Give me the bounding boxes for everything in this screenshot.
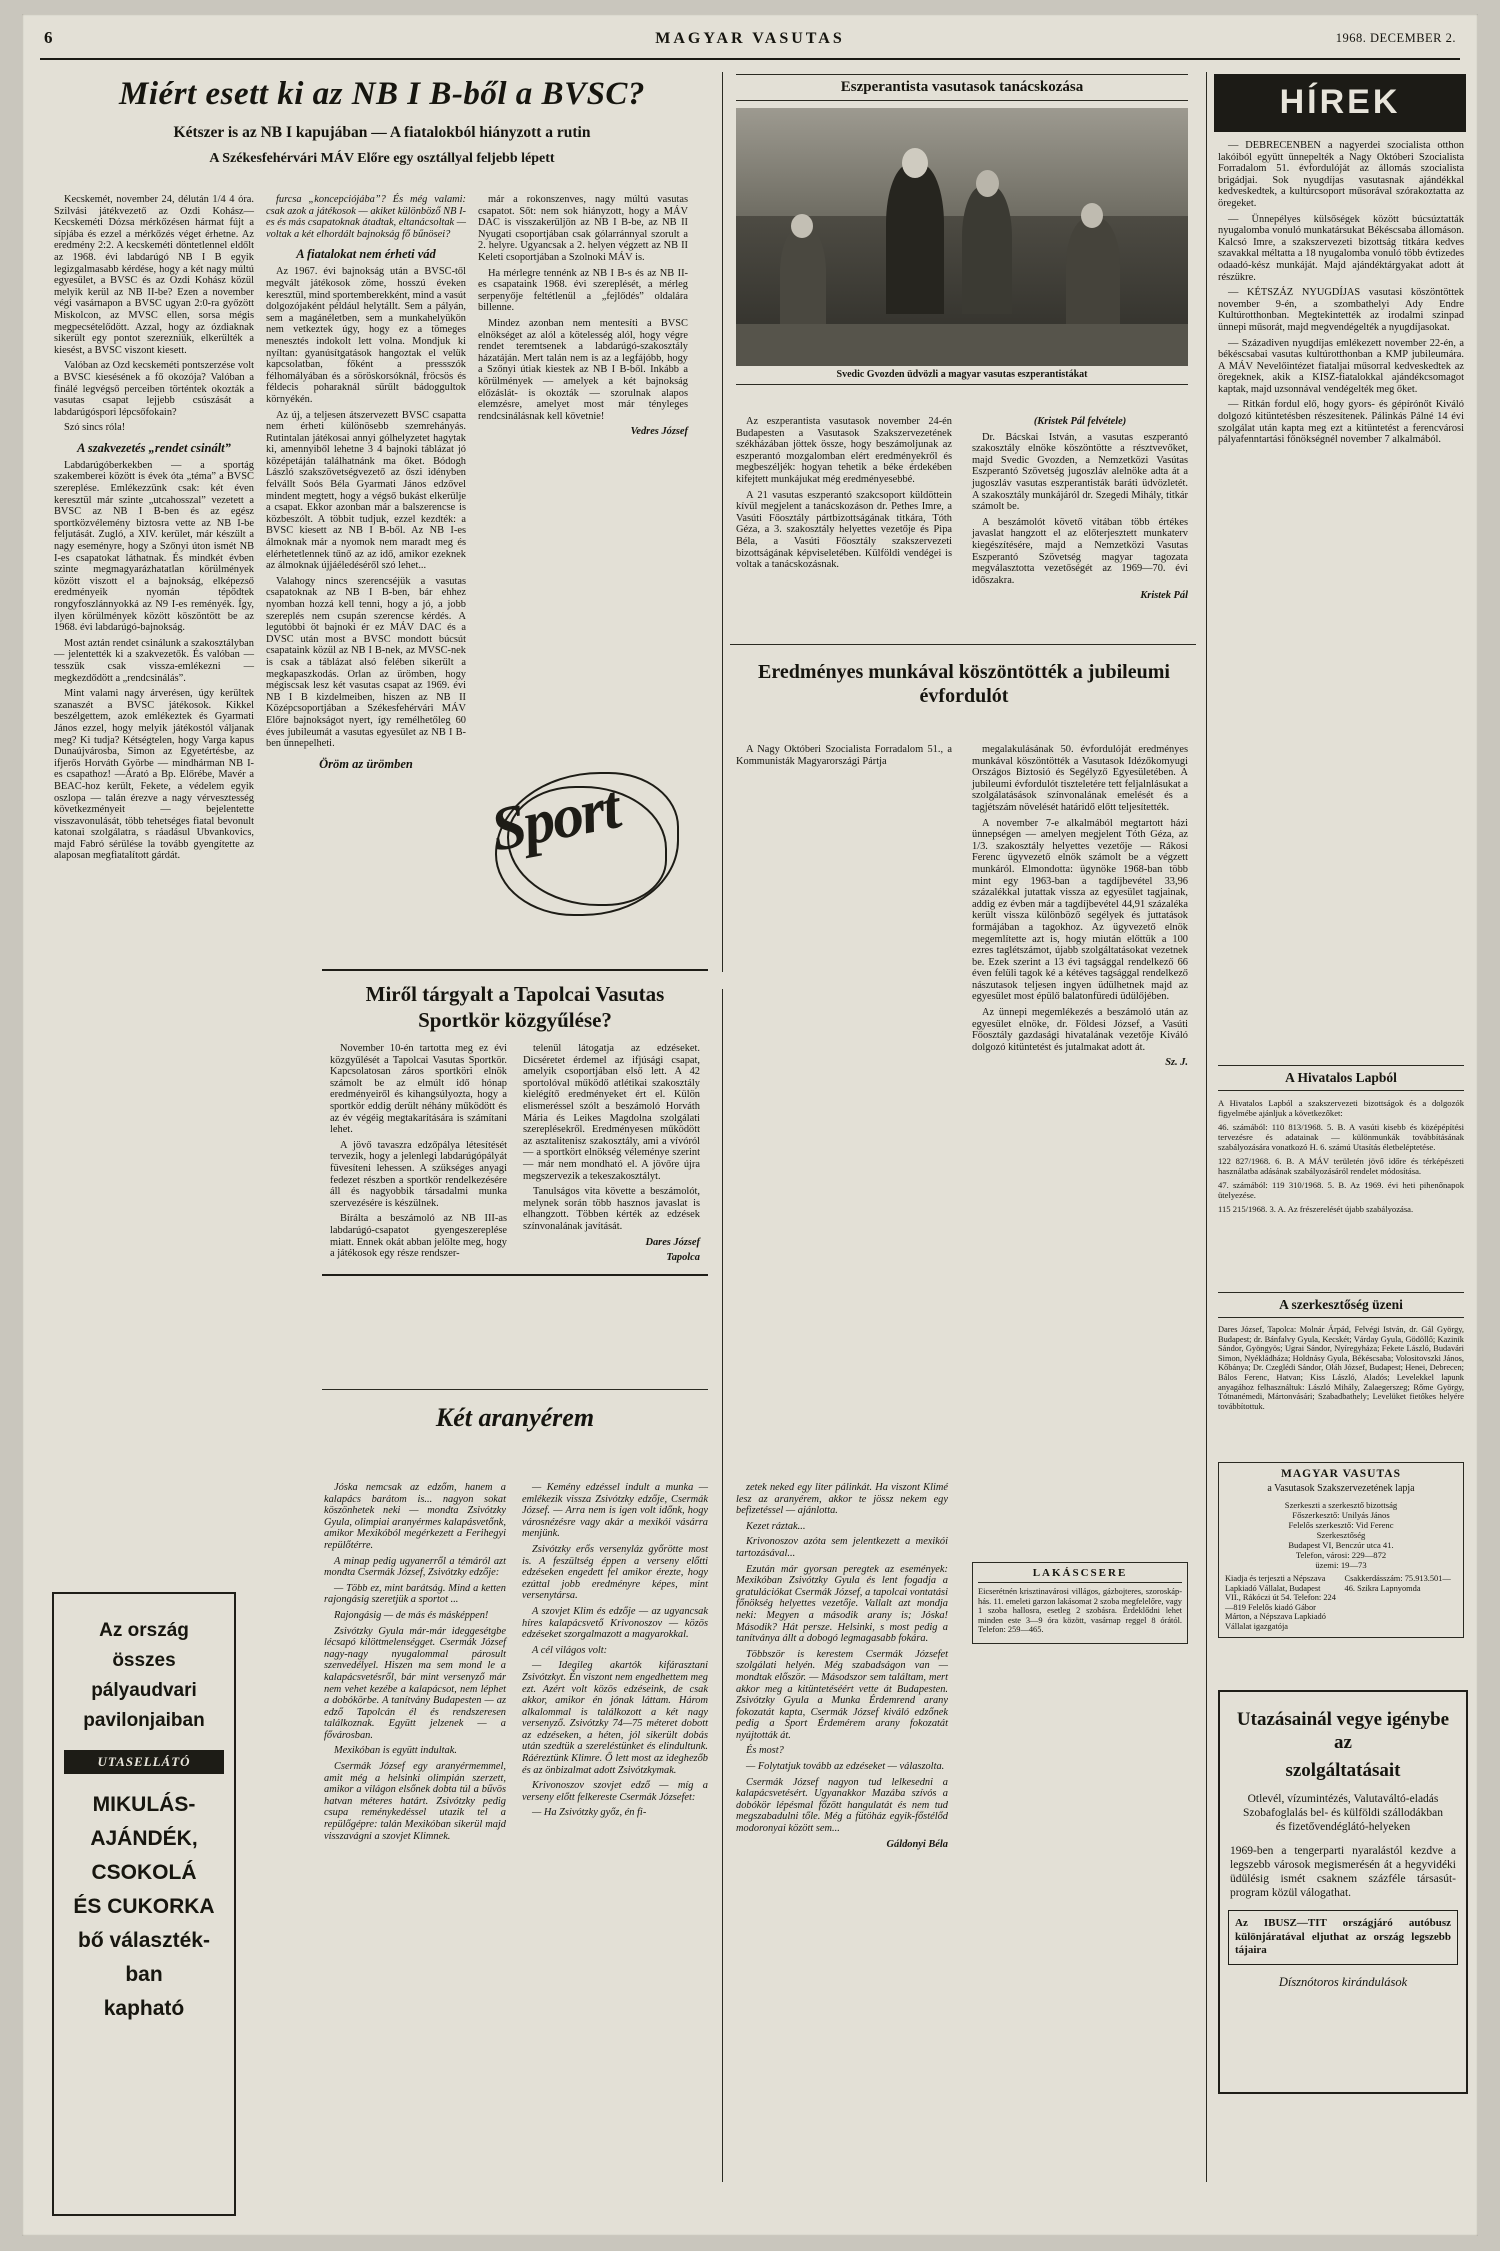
lakascsere-title: LAKÁSCSERE [978,1567,1182,1583]
paragraph: — Idegileg akartók kifárasztani Zsivótzkyt. Én viszont nem engedhettem meg ezt. Azért volt közös edzéseink, de csak akkor, amikor én jónak láttam. Három alkalommal is találkozott a két nagy versenyző. Zsivótzky 74—75 méteret dobott az edzéseken, a héten, jól sikerült dobás után szedtük a szereléstünket és elindultunk. Ráéreztünk Klimre. Ő lett most az ideghezőb és az önbizalmat adott Zsivótzkymak. [522,1660,708,1776]
byline: Dares József [645,1236,700,1248]
ad-line: pályaudvari [91,1680,197,1701]
paragraph: Bírálta a beszámoló az NB III-as labdarúgó-csapatot gyengeszereplése miatt. Ennek okát abban jelölte meg, hogy a játékosok egy része rendszer- [330,1213,507,1260]
paragraph: Tanulságos vita követte a beszámolót, melynek során több hasznos javaslat is elhangzott. Többen kérték az edzések színvonalának javítását. [523,1186,700,1232]
hirek-item: — Ritkán fordul elő, hogy gyors- és gépírónőt Kiváló dolgozó kitüntetésben részesítenek. Pálinkás Pálné 14 évi szolgálat után kapta meg ezt a kitüntetést a ferencvárosi pályafenntartási főnökségnél november 7 alkalmából. [1218,399,1464,446]
paragraph: Kecskemét, november 24, délután 1/4 4 óra. Szilvási játékvezető az Ozdi Kohász—Kecskeméti Dózsa mérkőzésen hármat fújt a sípjába és ezzel a mérkőzés véget érhetne. Az eredmény 2:2. A kecskeméti döntetlennel eldőlt az 1968. évi labdarúgó NB I B egyik legizgalmasabb kérdése, hogy a két nagy múltú egyesület, a BVSC és az Ozdi Kohász közül melyik kerül az NB II-be? Ezen a november végi vasárnapon a BVSC ugyan 2:0-ra győzött Miskolcon, az MVSC ellen, sorsa mégis megpecsételődött. Azzal, hogy az ózdiaknak sikerült egy pontot szerezniük, elkerülték a kiesést, a BVSC viszont kiesett. [54,194,254,356]
paragraph: Mexikóban is együtt indultak. [334,1745,457,1757]
ad-headline [54,1616,234,1736]
paragraph: furcsa „koncepciójába”? És még valami: csak azok a játékosok — akiket különböző NB I-es és más csapatoknak átadtak, eltanácsoltak — voltak a két elhordált bajnokság fő bűnösei? [266,194,466,240]
paragraph: — Ha Zsivótzky győz, én fi- [532,1807,647,1819]
issue-date: 1968. DECEMBER 2. [1335,31,1456,45]
ad-line: bő választék- [78,1929,210,1952]
szerkesztoseg-section [1218,1286,1464,1415]
paragraph: Szó sincs róla! [64,422,126,434]
ad-line: Az ország [99,1620,189,1641]
hivatalos-lap-title: A Hivatalos Lapból [1218,1065,1464,1091]
ad-line: CSOKOLÁ [91,1861,197,1884]
paragraph: Kezet ráztak... [746,1520,806,1532]
ketaranyerem-column-3 [736,1482,948,1850]
lead-headline-block [52,76,712,167]
ad-line: ÉS CUKORKA [73,1895,215,1918]
paragraph: Rajongásig — de más és másképpen! [334,1609,489,1621]
column-divider [722,72,723,972]
imprint-line: Szerkesztőség [1316,1530,1366,1540]
utasellato-ad [52,1592,236,2216]
esperanto-column-2 [972,416,1188,602]
paragraph: telenül látogatja az edzéseket. Dicséretet érdemel az ifjúsági csapat, amelyik csoportjában első lett. A 42 sportolóval működő atlétikai szakosztály kielégítő eredményeket ért el. Külön elismeréssel szólt a beszámoló Horváth Mária és Leikes Magdolna szolgálati szereplésekről. Eredményesen működött az asztalitenisz szakosztály, ami a vívóról — a sportkört elnökség véleménye szerint — már nem mondható el. A jövőre újra megszervezik a tekeszakosztályt. [523,1043,700,1182]
newspaper-page [22,14,1478,2236]
paragraph: Zsivótzky Gyula már-már ideggesétgbe lécsapó kilöttmelenségget. Csermák József nagy-nagy nyugalommal párosult szenvedélyel. Hiszen ma sem mond le a kalapácsvetésről, bár mint versenyző már nem vehet kezébe a kalapácsot, nem léphet a dobókörbe. A tanítvány Budapesten — az edző Tapolcán él és rendszeresen találkoznak. Együtt jelzenek — a fővárosban. [324,1625,506,1741]
esperanto-photo [736,108,1188,366]
lead-section-head: A szakvezetés „rendet csinált” [77,440,231,455]
paragraph: Valahogy nincs szerencséjük a vasutas csapatoknak az NB I B-ben, bár ehhez nyomban hozzá kell tenni, hogy a jó, a jobb szereplés nem csupán szerencse kérdés. A legutóbbi öt bajnoki ér ez MÁV DAC és a DVSC után most a BVSC mondott búcsút csapataink közül az NB I B-nek, az MVSC-nek is csak a táblázat alsó felében sikerült a megkapaszkodás. Orlan az ürömben, hogy mégiscsak lesz két vasutas csapat az 1969. évi NB I B kizdelmeiben, hiszen az NB II Középcsoportjában a Székesfehérvári MÁV Előre bajnokságot nyert, így remélhetőleg 60 éves jubileumát a vasutas egyesület az NB I B-ben ünnepelheti. [266,575,466,750]
paragraph: A Hivatalos Lapból a szakszervezeti bizottságok és a dolgozók figyelmébe ajánljuk a következőket: [1218,1098,1464,1118]
lead-subhead-1: Kétszer is az NB I kapujában — A fiatalokból hiányzott a rutin [173,124,591,141]
paragraph: már a rokonszenves, nagy múltú vasutas csapatot. Sőt: nem sok hiányzott, hogy a MÁV DAC is visszakerüljön az NB I B-be, az NB II Nyugati csoportjában csak gólarránnyal szorult a 2. helyre. Ugyancsak a 2. helyen végzett az NB II Keleti csoportjában a Szolnoki MÁV is. [478,194,688,263]
page-number: 6 [44,28,53,47]
masthead [40,28,1460,60]
esperanto-article [736,74,1188,385]
paragraph: Az 1967. évi bajnokság után a BVSC-től megvált játékosok zöme, hosszú éveken keresztül, mind sportemberekként, mind a vasút dolgozójaként például helytállt. Sem a pályán, sem a magánéletben, sem a munkahelyükön nem vetkeztek úgy, hogy ez a tömeges menesztés indokolt lett volna. Mondjuk ki nyíltan: gyanúsítgatások hangoztak el velük kapcsolatban, főként a pressszók félhomályában és a söröskorsóknál, fröcsös és féldecis poharaknál sűrűlt bádoggultok környékén. [266,266,466,405]
lead-subhead-2: A Székesfehérvári MÁV Előre egy osztállyal feljebb lépett [209,151,555,166]
byline: Sz. J. [1165,1057,1188,1069]
paragraph: Mint valami nagy árverésen, úgy kerültek szanaszét a BVSC játékosok. Kikkel beszélgettem, azok emlékeztek és Gyarmati János ezzel, hogy melyik játékostól váljanak meg? Ki tudja? Kétségtelen, hogy Varga kapus Dunaújvárosba, Simon az Egyetértésbe, az ifjerős Horváth Györbe — mindhárman NB I-es csapathoz! —Árató a Bp. Előrébe, Mavér a BEAC-hoz került, Fekete, a védelem egyik oszlopa — talán érezve a nagy vérvesztesség következményeit — bejelentette visszavonulását, több tehetséges fiatal bevonult katonai szolgálatra, s ráadásul Ubvankovics, majd Fabró sérülése la tovább gyengítette az alaposan megfiatalított gárdát. [54,688,254,862]
imprint-subtitle: a Vasutasok Szakszervezetének lapja [1267,1483,1415,1494]
ad-line: AJÁNDÉK, [90,1827,198,1850]
paragraph: — Kemény edzéssel indult a munka — emlékezik vissza Zsivótzky edzője, Csermák József. — Arra nem is igen volt időnk, hogy városnézésre vagy akár a mexikói vásárra menjünk. [522,1482,708,1540]
imprint-title: MAGYAR VASUTAS [1281,1468,1401,1480]
hirek-item: — Századiven nyugdíjas emlékezett november 22-én, a békéscsabai vasutas kultúrotthonban a KMP jubileumára. A MÁV Nevelőintézet fiataljai műsorral kedveskedtek az öregeknek, akik a KISZ-fiatalokkal ajándékcsomagot kaptak, majd uzsonnával vendégelték meg őket. [1218,337,1464,395]
byline: Kristek Pál [1140,590,1188,602]
paragraph: A 21 vasutas eszperantó szakcsoport küldöttein kívül megjelent a tanácskozáson dr. Pethes Imre, a Vasúti Főosztály pártbizottságának titkára, Tóth Géza, a 3. szakosztály helyettes vezetője és Pipa Béla, a Vasúti Főosztály szakszervezeti bizottságának képviseletében. Külföldi vendégei is voltak a tanácskozásnak. [736,489,952,571]
lead-section-head: Öröm az ürömben [319,756,413,771]
lakascsere-text: Eicserétnén krisztinavárosi villágos, gázbojteres, szoroskáp- hás. 11. emeleti garzon lakásomat 2 szoba megfelelőre, vagy 1 szoba hallosra, esetleg 2 szobásra. Érdeklődni lehet minden este 3—9 óra között, vasárnap reggel 8 órától. Telefon: 259—465. [978,1587,1182,1635]
paragraph: Labdarúgóberkekben — a sportág szakemberei között is évek óta „téma” a BVSC szereplése. Emlékezzünk csak: két éven keresztül már szinte „utcahosszal” vezetett a BVSC az NB I B-ben és az egész sportközvélemény biztosra vette az NB I-be feljutását. Zugló, a XIV. kerület, már készült a nagy eseményre, hogy a Szőnyi úton ismét NB I-es csapatokat láthatnak. És mindkét évben szinte megmagyarázhatatlan körülmények között viszott el a bajnokság, elképezső eredményeik nyomán tépődtek rongyfoszlánnyokká az N9 I-es reményék. Így, ilyen körülmények között köszöntött be az 1968. évi labdarúgó-bajnokság. [54,459,254,634]
imprint-line: Budapest VI, Benczúr utca 41. [1288,1540,1394,1550]
ad-line: MIKULÁS- [92,1793,196,1816]
paragraph: Csermák József egy aranyérmemmel, amit még a helsinki olimpián szerzett, amikor a világon elsőnek dobta túl a bűvös hatvan méteres határt. Zsivótzky pedig csupa reménykedéssel utazik tel a repülőgépre: talán Mexikóban sikerül majd visszavágni a szovjet Klimnek. [324,1761,506,1842]
hivatalos-lap-body [1218,1098,1464,1214]
lead-section-head: A fiatalokat nem érheti vád [296,247,436,262]
lead-column-2 [266,194,466,776]
column-divider [722,989,723,2182]
paragraph: Csermák József nagyon tud lelkesedni a kalapácsvetésért. Ugyanakkor Mazába szívós a dobókör lépésmal főzött hangulatát és nem tud megszabadulni tőle. Még a fütöház egyik-főstélőd modoronyai között sem... [736,1776,948,1835]
ad-line: Otlevél, vízumintézés, Valutaváltó-eladás [1247,1793,1439,1805]
ad-body [54,1788,234,2026]
hirek-item: — KÉTSZÁZ NYUGDÍJAS vasutasi köszöntöttek november 9-én, a szombathelyi Ady Endre Kultúrotthonban. Megtekintették az irodalmi szinpad ünnepi műsorát, majd megvendégelték a nyugdíjasokat. [1218,287,1464,333]
paragraph: — Több ez, mint barátság. Mind a ketten rajongásig szeretjük a sportot ... [324,1582,506,1606]
esperanto-title: Eszperantista vasutasok tanácskozása [736,74,1188,101]
photo-credit: (Kristek Pál felvétele) [1033,416,1127,427]
tapolca-article [322,969,708,1276]
hirek-item: — DEBRECENBEN a nagyerdei szocialista otthon lakóiból együtt ünnepelték a Nagy Októberi Szocialista Forradalom 51. évfordulóját az állomás szocialista brigádjai. Sok nyugdíjas vasutasnak ajándékkal kedveskedtek, a kultúrcsoport műsorával szórakoztatta az öregeket. [1218,140,1464,209]
byline: Gáldonyi Béla [886,1838,948,1850]
ad-headline: Utazásainál vegye igénybe az [1236,1709,1450,1753]
paragraph: Dares József, Tapolca: Molnár Árpád, Felvégi István, dr. Gál György, Budapest; dr. Bánfalvy Gyula, Kecskét; Várday Gyula, Gödöllő; Kazinik Sándor, Gyöngyös; Ugrai Sándor, Nyíregyháza; Fekete László, Budavári Simon, Nyékládháza; Holdnásy Gyula, Békéscsaba; Volositovszki János, Kőbánya; Dr. Czeglédi Sándor, Oláh József, Budapest; Henei, Debrecen; Bálos Ferenc, Hatvan; Kiss László, Aladós; Levelekkel lapunk anyagához felhasználtuk: László Mihály, Zalaegerszeg; Rőme György, Tótnanémedi, Mártonvásári; Szabadbathely; Levelüket fietőkes helyére továbbítottuk. [1218,1325,1464,1411]
ad-line: Szobafoglalás bel- és külföldi szállodákban [1243,1807,1443,1819]
imprint-line: Telefon, városi: 229—872 [1295,1550,1387,1560]
paragraph: Most aztán rendet csinálunk a szakosztályban — jelentették ki a szakvezetők. És valóban — tesszük csak vissza-emlékezni — megkezdődött a „rendcsinálás”. [54,637,254,684]
ad-line: pavilonjaiban [83,1710,205,1731]
paragraph: A jövő tavaszra edzőpálya létesítését tervezik, hogy a jelenlegi labdarúgópályát füvesíteni lehessen. A szükséges anyagi fedezet részben a sportkör rendelkezésére áll és nagyobbik társadalmi munka szervezésére is készülnek. [330,1139,507,1209]
column-divider [1206,72,1207,2182]
paragraph: A minap pedig ugyanerről a témáról azt mondta Csermák József, Zsivótzky edzője: [324,1555,506,1579]
ad-line: összes [112,1650,176,1671]
ibusz-ad [1218,1690,1468,2094]
paragraph: 46. számából: 110 813/1968. 5. B. A vasúti kisebb és középépítési tervezésre és adatainak — különmunkák továbbításának szabályozására vonatkozó H. 6. számú Utasítás életbeléptetése. [1218,1122,1464,1152]
ketaranyerem-column-2 [522,1482,708,1823]
tapolca-title: Miről tárgyalt a Tapolcai Vasutas Sportkör közgyűlése? [365,982,665,1032]
paragraph: A cél világos volt: [532,1644,608,1656]
imprint-line: Felelős szerkesztő: Vid Ferenc [1288,1520,1394,1530]
tapolca-column-1 [330,1043,507,1264]
jubilee-title: Eredményes munkával köszöntötték a jubileumi évfordulót [758,661,1170,707]
jubilee-column-2 [972,744,1188,1069]
ad-footer: Dísznótoros kirándulások [1278,1974,1408,1989]
paragraph: Dr. Bácskai István, a vasutas eszperantó szakosztály elnöke köszöntötte a résztvevőket, majd Svedic Gvozden, a Nemzetközi Vasútas Eszperantó Szövetség jugoszláv alelnöke adta át a jugoszláv vasutas eszperantisták baráti üdvözletét. A szakosztály munkájáról dr. Szegedi Mihály, titkár számolt be. [972,431,1188,513]
paragraph: Valóban az Ozd kecskeméti pontszerzése volt a BVSC kiesésének a fő okozója? Valóban a finálé legvégső perceiben történtek okozták a vasutas csapat lejjebb csúszását a labdarúgóspori lépcsőfokain? [54,360,254,418]
paragraph: November 10-én tartotta meg ez évi közgyűlését a Tapolcai Vasutas Sportkör. Kapcsolatosan záros sportköri elnök számolt be az elmúlt idő hónap eredményeiről és kihangsúlyozta, hogy a sportkör eddig derült néhány működött és az év végéig megtakarítására is számítani lehet. [330,1043,507,1136]
paragraph: 47. számából: 119 310/1968. 5. B. Az 1969. évi heti pihenőnapok ütelyezése. [1218,1180,1464,1200]
ad-subheadline: szolgáltatásait [1285,1760,1401,1781]
utasellato-logo: UTASELLÁTÓ [64,1750,224,1774]
imprint-line: üzemi: 19—73 [1315,1560,1367,1570]
paragraph: zetek neked egy liter pálinkát. Ha viszont Klimé lesz az aranyérem, akkor te jössz nekem egy befizetéssel — ajánlotta. [736,1482,948,1517]
paragraph: Krivonoszov szovjet edző — míg a verseny előtt felkereste Csermák Józsefet: [522,1780,708,1803]
jubilee-article [736,660,1192,716]
imprint-line: Főszerkesztő: Unilyás János [1292,1510,1390,1520]
paragraph: 115 215/1968. 3. A. Az frészerelését újabb szabályozása. [1218,1204,1414,1214]
imprint-printer: Csakkerdásszám: 75.913.501—46. Szikra Lapnyomda [1344,1574,1451,1593]
ad-line: ban [125,1963,163,1986]
hirek-title: HÍREK [1279,83,1401,121]
paragraph: Krivonoszov azóta sem jelentkezett a mexikói tartozásával... [736,1536,948,1559]
paragraph: megalakulásának 50. évfordulóját eredményes munkával köszöntötték a Vasutasok Idézőkomyugi Országos Biztosió és Segélyző Egyesületében. A jubileumi évfordulót tiszteletére tett feljalnlásukat a szolgálatásások színvonalának emelését és a tagjétszám növelését határidő előtt teljesítették. [972,744,1188,813]
paragraph: Jóska nemcsak az edzőm, hanem a kalapács barátom is... nagyon sokat köszönhetek neki — mondta Zsivótzky Gyula, olimpiai aranyérmes kalapásvetőnk, amikor Mexikóból megérkezett a Ferihegyi repülőtérre. [324,1482,506,1551]
paragraph: Ha mérlegre tennénk az NB I B-s és az NB II-es csapataink 1968. évi szereplését, a mérleg serpenyője feltétlenül a „fejlődés” oldalára billenne. [478,267,688,314]
paragraph: Az új, a teljesen átszervezett BVSC csapatta nem érheti különösebb szemrehányás. Rutintalan játékosai annyi gólhelyzetet hagytak ki, amennyiből lehetne 3 4 bajnoki táblázat jó középetáján találhatnánk ma őket. Bódogh László szakszövetségvezető az őszi idényben felvállt Soós Béla Gyarmati János edzővel mindent megtett, hogy a végső bukást elkerülje a csapat. Ekkor azonban már a balszerencse is közbeszólt. A többit tudjuk, ezzel kezdték: a BVSC kiesett az NB I B-ből. Az NB I-es álmoknak már a nyomok nem maradt meg és elérhetetlennek tűnő az az idő, amikor ezeknek az álmoknak újjáéledéséről szó lehet... [266,409,466,572]
imprint-line: Szerkeszti a szerkesztő bizottság [1284,1500,1398,1510]
ad-program-text: 1969-ben a tengerparti nyaralástól kezdve a legszebb városok megismerésén át a hegyvidéki üdülésig ismét csaknem százféle társasút-program közül válogathat. [1230,1845,1456,1899]
paragraph: — Folytatjuk tovább az edzéseket — válaszolta. [746,1761,945,1773]
szerkesztoseg-title: A szerkesztőség üzeni [1218,1292,1464,1318]
paragraph: A beszámolót követő vitában több értékes javaslat hangzott el az előterjesztett munkaterv kiegészítésére, majd a Nemzetközi Vasutas Eszperantó Szövetség magyar tagozata megválasztotta vezetőségét az 1969—70. évi időszakra. [972,516,1188,586]
szerkesztoseg-body [1218,1325,1464,1411]
ketaranyerem-article [322,1389,708,1444]
lead-column-3 [478,194,688,438]
ketaranyerem-title: Két aranyérem [435,1403,595,1432]
ad-ibusz-tit-band: Az IBUSZ—TIT országjáró autóbusz különjáratával eljuthat az ország legszebb tájaira [1228,1910,1458,1965]
lakascsere-box [972,1562,1188,1644]
hivatalos-lap-section [1218,1059,1464,1218]
newspaper-title: MAGYAR VASUTAS [655,30,845,47]
ad-services [1230,1792,1456,1834]
paragraph: Zsivótzky erős versenyláz győrötte most is. A feszültség éppen a verseny előtti edzéseken engedett fel amikor érezte, hogy ezúttal jobb eredményre képes, mint versenytársa. [522,1543,708,1602]
imprint-publisher: Kiadja és terjeszti a Népszava Lapkiadó Vállalat, Budapest VII., Rákóczi út 54. Telefon: 224—819 Felelős kiadó Gábor Márton, a Népszava Lapkiadó Vállalat igazgatója [1225,1574,1336,1631]
paragraph: Az ünnepi megemlékezés a beszámoló után az egyesület elnöke, dr. Földesi József, a Vasúti Főosztály gazdasági hivatalának vezetője Kiváló dolgozó kitüntetést és jutalmakat adott át. [972,1007,1188,1053]
byline: Vedres József [630,426,688,438]
paragraph: Ezután már gyorsan peregtek az események: Mexikóban Zsivótzky Gyula és lent fogadja a gratulációkat Csermák József, a tapolcai vontatási főnökség helyettes vezetője. Vallalt azt mondja neki: Megyen a második arany is; Jóska! Második? Hát persze. Helsinki, s most pedig a tanítványa állt a dobogó legmagasabb fokára. [736,1563,948,1645]
imprint-box [1218,1462,1464,1638]
sport-logo-illustration [477,744,692,949]
esperanto-column-1 [736,416,952,575]
ad-line: és fizetővendéglátó-helyeken [1275,1821,1411,1833]
paragraph: Többször is kerestem Csermák Józsefet szolgálati helyén. Még szabadságon van — mondtak először. — Másodszor sem találtam, mert akkor meg a kitüntetéséért vette át Budapesten. Zsivótzky Gyula a Munka Érdemrend arany fokozatát kapta, Csermák József kiváló edzőnek pedig a Sport Érdemérem arany fokozatát nyújtották át. [736,1648,948,1741]
byline-location: Tapolca [666,1252,700,1264]
paragraph: A szovjet Klim és edzője — az ugyancsak híres kalapácsvető Krivonoszov — közös edzéseket szorgalmazott a magyarokkal. [522,1605,708,1641]
page-title: Miért esett ki az NB I B-ből a BVSC? [119,76,645,112]
paragraph: Az eszperantista vasutasok november 24-én Budapesten a Vasutasok Szakszervezetének székházában jöttek össze, hogy beszámoljunak az eszperantó mozgalomban elért eredményekről és megbeszéljék: hogyan tehetik a béke érdekében kifejtett munkájukat még eredményesebbé. [736,416,952,485]
paragraph: A Nagy Októberi Szocialista Forradalom 51., a Kommunisták Magyarországi Pártja [736,744,952,767]
hirek-item: — Ünnepélyes külsőségek között búcsúztatták nyugalomba vonuló munkatársukat Békéscsaba állomáson. Kalcsó Imre, a szakszervezeti bizottság titkára kedves szavakkal méltatta a 18 nyugalomba vonuló több évtizedes odaadó-kész munkáját. Majd ajándéktárgyakat adott át részükre. [1218,213,1464,283]
hirek-column [1218,140,1464,450]
jubilee-column-1 [736,744,952,771]
imprint-lines [1225,1500,1457,1570]
hirek-header-banner [1214,74,1466,132]
paragraph: Mindez azonban nem mentesíti a BVSC elnökséget az alól a kötelesség alól, hogy végre rendet teremtsenek a labdarúgó-szakosztály házatáján. Mert talán nem is az a legfájóbb, hogy a Szőnyi útiak kiestek az NB I B-ből. Inkább a körülmények — amelyek a két bajnokság előzáslát- is okozták — szorulnak alapos elemzésre, amelyet most már tényleges rendcsinálásnak kell követnie! [478,317,688,422]
ad-line: kapható [103,1997,185,2020]
paragraph: A november 7-e alkalmából megtartott házi ünnepségen — amelyen megjelent Tóth Géza, az 1/3. szakosztály helyettes vezetője — Rákosi Ferenc ügyvezető elnök számolt be a végzett munkáról. Elmondotta: ügynöke 1968-ban több mint egy 1963-ban a tagdíjbevétel 33,96 százalékkal jutattak vissza az egyesület tagjainak, addig ez évben már a tagdíjbevétel 44,91 százaléka került vissza különböző segélyek és juttatások formájában a tagokhoz. Az ügyvezető elnök megemlítette azt is, hogy miután előttük a 100 ezres taglétszámot, újabb szolgáltatásokat vezetnek be. Ezek szerint a 13 évi tagsággal rendelkező 66 éven felüli tagok ké a kétéves tagsággal rendelkező nászutasok teljesen ingyen üdülhetnek majd az egyesület most épülő balatonfüredi üdülőjében. [972,817,1188,1003]
lead-column-1 [54,194,254,866]
sport-wordmark: Sport [485,773,625,865]
photo-caption: Svedic Gvozden üdvözli a magyar vasutas eszperantistákat [836,369,1088,380]
paragraph: És most? [746,1745,784,1757]
paragraph: 122 827/1968. 6. B. A MÁV területén jövő időre és térképészeti használatba adásának szabályozásáról rendelet módosítása. [1218,1156,1464,1176]
ketaranyerem-column-1 [324,1482,506,1846]
tapolca-column-2 [523,1043,700,1264]
